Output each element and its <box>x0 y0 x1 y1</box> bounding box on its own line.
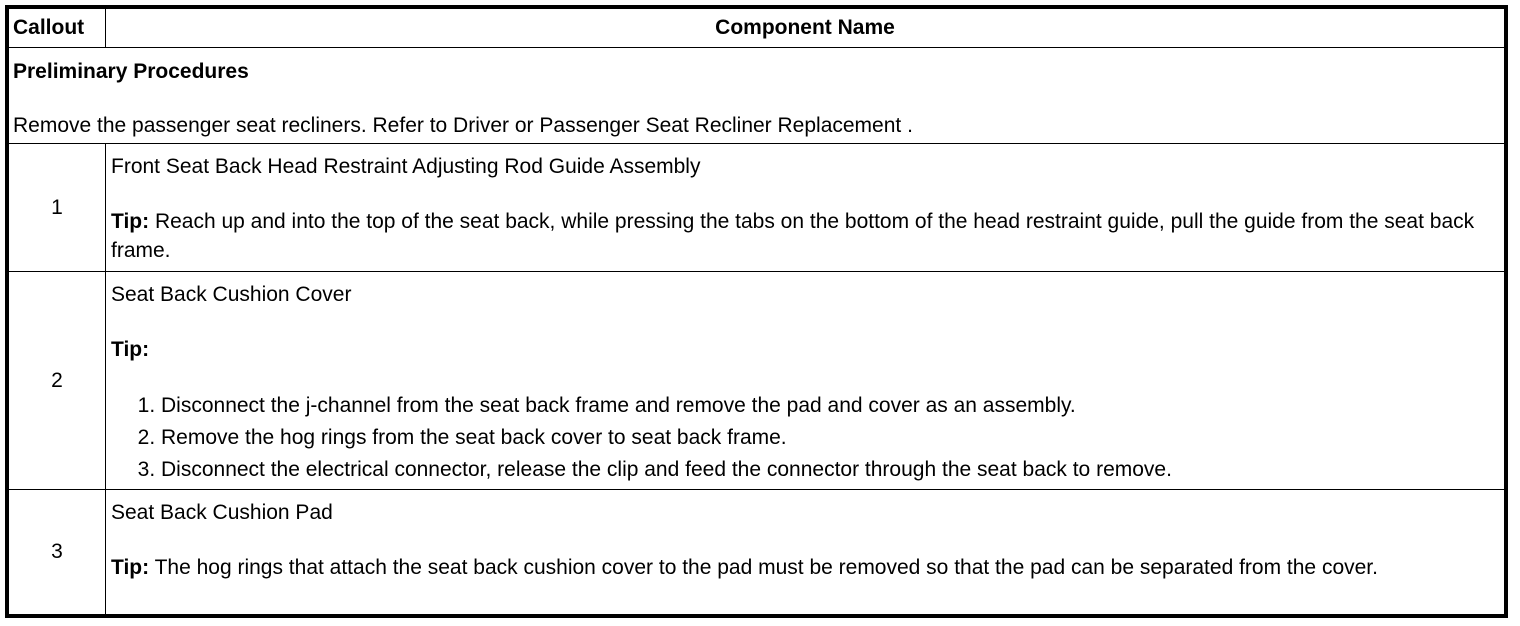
callout-column-header: Callout <box>9 9 106 48</box>
component-name-column-header: Component Name <box>106 9 1505 48</box>
preliminary-cell <box>9 48 1505 144</box>
tip-label: Tip: <box>111 210 150 233</box>
tip-paragraph <box>111 553 1496 582</box>
preliminary-row <box>9 48 1505 144</box>
callout-cell: 1 <box>9 144 106 272</box>
tip-text: Reach up and into the top of the seat back, while pressing the tabs on the bottom of the head restraint guide, pull the guide from the seat back frame. <box>111 210 1475 262</box>
tip-paragraph <box>111 207 1496 265</box>
table-row <box>9 272 1505 490</box>
preliminary-heading: Preliminary Procedures <box>13 60 249 83</box>
tip-label: Tip: <box>111 556 150 579</box>
callout-cell: 3 <box>9 490 106 615</box>
callout-cell: 2 <box>9 272 106 490</box>
component-name: Seat Back Cushion Pad <box>111 501 333 524</box>
list-item: 3. Disconnect the electrical connector, release the clip and feed the connector through the seat back to remove. <box>161 454 1496 486</box>
table-row <box>9 144 1505 272</box>
tip-steps-list <box>111 390 1496 486</box>
tip-text: The hog rings that attach the seat back cushion cover to the pad must be removed so that the pad can be separated from the cover. <box>149 556 1378 579</box>
list-item: 2. Remove the hog rings from the seat back cover to seat back frame. <box>161 422 1496 454</box>
list-item: 1. Disconnect the j-channel from the seat back frame and remove the pad and cover as an assembly. <box>161 390 1496 422</box>
component-cell <box>106 490 1505 615</box>
component-cell <box>106 272 1505 490</box>
component-cell <box>106 144 1505 272</box>
preliminary-text: Remove the passenger seat recliners. Refer to Driver or Passenger Seat Recliner Replacement . <box>13 114 913 137</box>
component-name: Front Seat Back Head Restraint Adjusting Rod Guide Assembly <box>111 155 701 178</box>
component-table-frame <box>5 5 1508 618</box>
table-row <box>9 490 1505 615</box>
table-header-row <box>9 9 1505 48</box>
tip-label: Tip: <box>111 338 150 361</box>
component-name: Seat Back Cushion Cover <box>111 283 352 306</box>
component-table <box>8 8 1505 615</box>
